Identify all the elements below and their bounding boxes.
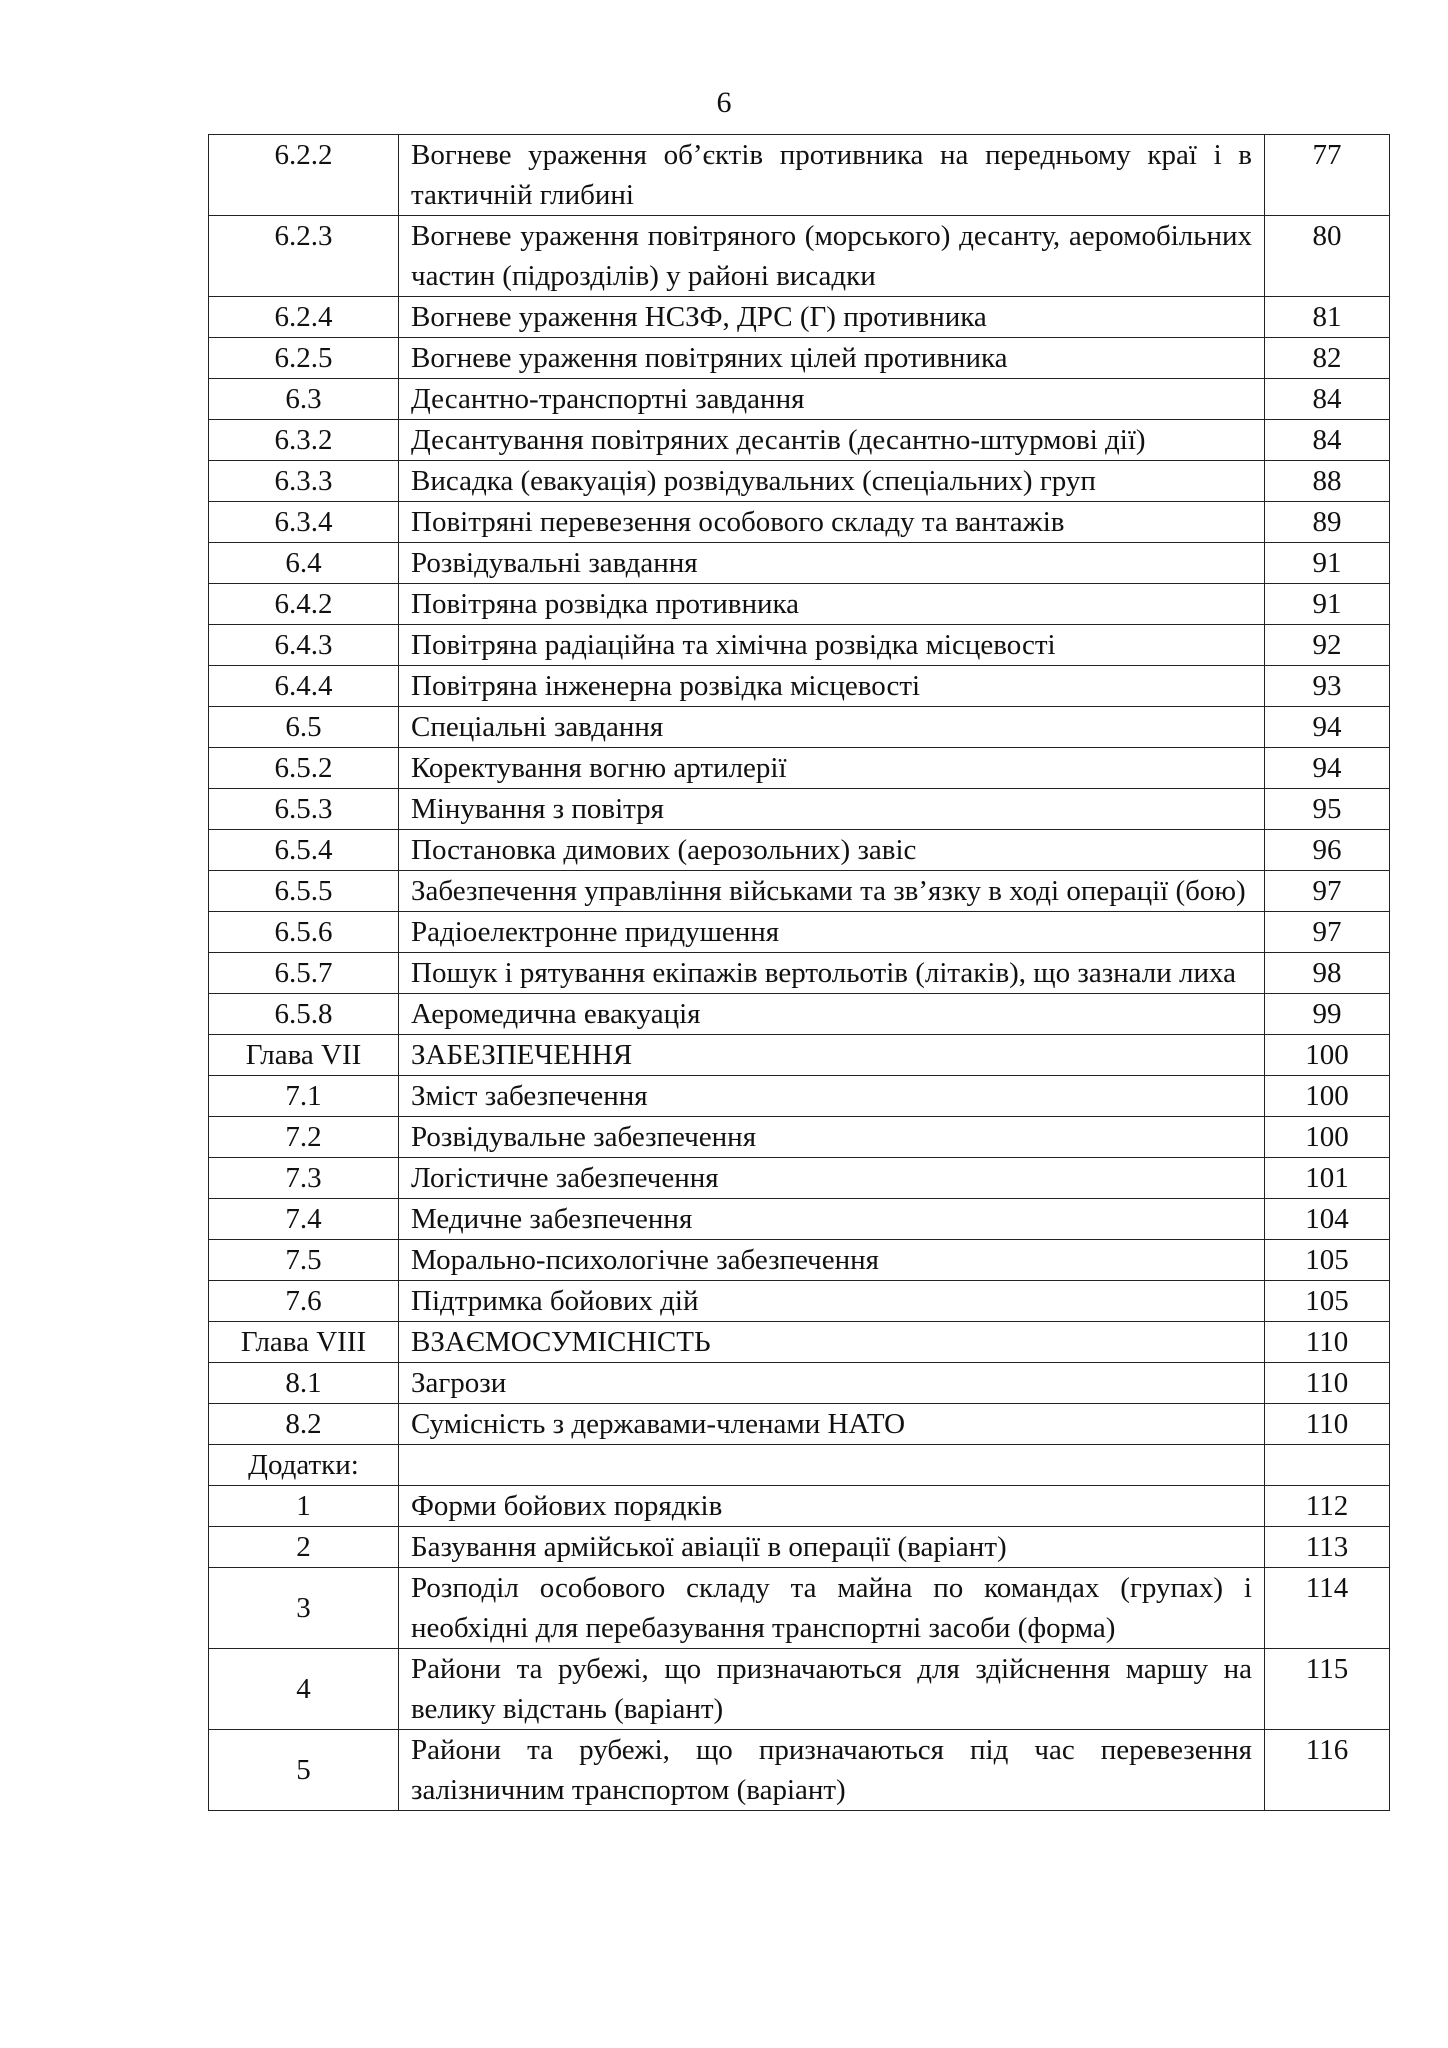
toc-row	[209, 1158, 1390, 1199]
section-number: 6.5.5	[209, 871, 399, 912]
toc-row	[209, 1363, 1390, 1404]
page-ref: 104	[1265, 1199, 1390, 1240]
section-number: 6.4.4	[209, 666, 399, 707]
toc-row	[209, 625, 1390, 666]
appendix-number: 1	[209, 1486, 399, 1527]
section-number: 6.2.4	[209, 297, 399, 338]
appendix-number: 3	[209, 1568, 399, 1649]
section-title: Зміст забезпечення	[399, 1076, 1265, 1117]
appendix-number: 5	[209, 1730, 399, 1811]
page-number: 6	[716, 86, 732, 119]
toc-row	[209, 707, 1390, 748]
section-number: 6.5.3	[209, 789, 399, 830]
toc-row	[209, 297, 1390, 338]
page-ref: 92	[1265, 625, 1390, 666]
toc-row	[209, 1076, 1390, 1117]
toc-row	[209, 1730, 1390, 1811]
page-ref: 112	[1265, 1486, 1390, 1527]
section-title: Повітряні перевезення особового складу та вантажів	[399, 502, 1265, 543]
section-title: Повітряна розвідка противника	[399, 584, 1265, 625]
section-number: 6.5.7	[209, 953, 399, 994]
page-ref: 84	[1265, 420, 1390, 461]
appendix-title: Райони та рубежі, що призначаються під час перевезення залізничним транспортом (варіант)	[399, 1730, 1265, 1811]
section-number: 6.4.2	[209, 584, 399, 625]
section-title	[399, 1445, 1265, 1486]
toc-row	[209, 543, 1390, 584]
page-ref: 114	[1265, 1568, 1390, 1649]
section-title: Десантно-транспортні завдання	[399, 379, 1265, 420]
page-ref	[1265, 1445, 1390, 1486]
section-title: Пошук і рятування екіпажів вертольотів (літаків), що зазнали лиха	[399, 953, 1265, 994]
toc-row	[209, 994, 1390, 1035]
page-ref: 84	[1265, 379, 1390, 420]
toc-row	[209, 502, 1390, 543]
section-title: Десантування повітряних десантів (десантно-штурмові дії)	[399, 420, 1265, 461]
section-title: Постановка димових (аерозольних) завіс	[399, 830, 1265, 871]
page-ref: 110	[1265, 1404, 1390, 1445]
toc-row	[209, 420, 1390, 461]
toc-row	[209, 1568, 1390, 1649]
toc-row	[209, 1322, 1390, 1363]
page-ref: 91	[1265, 584, 1390, 625]
chapter-title: ЗАБЕЗПЕЧЕННЯ	[399, 1035, 1265, 1076]
appendices-heading: Додатки:	[209, 1445, 399, 1486]
section-title: Підтримка бойових дій	[399, 1281, 1265, 1322]
section-number: 7.6	[209, 1281, 399, 1322]
section-number: 6.4.3	[209, 625, 399, 666]
section-number: 6.2.2	[209, 135, 399, 216]
section-title: Вогневе ураження повітряних цілей противника	[399, 338, 1265, 379]
appendix-title: Форми бойових порядків	[399, 1486, 1265, 1527]
section-number: 7.1	[209, 1076, 399, 1117]
toc-row	[209, 379, 1390, 420]
toc-body	[209, 135, 1390, 1811]
section-title: Медичне забезпечення	[399, 1199, 1265, 1240]
toc-row	[209, 748, 1390, 789]
section-number: 6.5.6	[209, 912, 399, 953]
page-ref: 105	[1265, 1240, 1390, 1281]
page-ref: 77	[1265, 135, 1390, 216]
section-title: Повітряна радіаційна та хімічна розвідка місцевості	[399, 625, 1265, 666]
section-number: 6.3.2	[209, 420, 399, 461]
toc-row	[209, 1404, 1390, 1445]
toc-row	[209, 1199, 1390, 1240]
toc-row	[209, 1117, 1390, 1158]
section-title: Розвідувальне забезпечення	[399, 1117, 1265, 1158]
section-title: Вогневе ураження повітряного (морського) десанту, аеромобільних частин (підрозділів) у районі висадки	[399, 216, 1265, 297]
toc-row	[209, 1445, 1390, 1486]
page-ref: 113	[1265, 1527, 1390, 1568]
toc-row	[209, 216, 1390, 297]
page-ref: 80	[1265, 216, 1390, 297]
section-number: 7.2	[209, 1117, 399, 1158]
page-ref: 105	[1265, 1281, 1390, 1322]
toc-row	[209, 666, 1390, 707]
chapter-title: ВЗАЄМОСУМІСНІСТЬ	[399, 1322, 1265, 1363]
section-number: 6.5.2	[209, 748, 399, 789]
page-ref: 95	[1265, 789, 1390, 830]
section-title: Вогневе ураження об’єктів противника на передньому краї і в тактичній глибині	[399, 135, 1265, 216]
toc-row	[209, 135, 1390, 216]
toc-row	[209, 461, 1390, 502]
section-number: 6.2.3	[209, 216, 399, 297]
page-ref: 110	[1265, 1322, 1390, 1363]
section-number: 6.3.4	[209, 502, 399, 543]
section-number: 6.5.8	[209, 994, 399, 1035]
appendix-number: 4	[209, 1649, 399, 1730]
table-of-contents	[208, 134, 1390, 1811]
toc-row	[209, 789, 1390, 830]
section-title: Сумісність з державами-членами НАТО	[399, 1404, 1265, 1445]
page-ref: 89	[1265, 502, 1390, 543]
section-number: 6.3	[209, 379, 399, 420]
section-title: Аеромедична евакуація	[399, 994, 1265, 1035]
toc-row	[209, 1281, 1390, 1322]
section-number: 6.5.4	[209, 830, 399, 871]
section-title: Вогневе ураження НСЗФ, ДРС (Г) противника	[399, 297, 1265, 338]
page-ref: 88	[1265, 461, 1390, 502]
section-number: 8.2	[209, 1404, 399, 1445]
appendix-title: Базування армійської авіації в операції (варіант)	[399, 1527, 1265, 1568]
section-title: Спеціальні завдання	[399, 707, 1265, 748]
appendix-title: Розподіл особового складу та майна по командах (групах) і необхідні для перебазування транспортні засоби (форма)	[399, 1568, 1265, 1649]
page-ref: 94	[1265, 707, 1390, 748]
toc-row	[209, 1035, 1390, 1076]
page-ref: 116	[1265, 1730, 1390, 1811]
section-title: Мінування з повітря	[399, 789, 1265, 830]
page-ref: 98	[1265, 953, 1390, 994]
page-ref: 93	[1265, 666, 1390, 707]
section-number: 7.5	[209, 1240, 399, 1281]
toc-row	[209, 584, 1390, 625]
section-title: Загрози	[399, 1363, 1265, 1404]
section-title: Розвідувальні завдання	[399, 543, 1265, 584]
section-number: 8.1	[209, 1363, 399, 1404]
page-ref: 99	[1265, 994, 1390, 1035]
page-ref: 100	[1265, 1076, 1390, 1117]
page-ref: 82	[1265, 338, 1390, 379]
section-number: 6.2.5	[209, 338, 399, 379]
toc-row	[209, 912, 1390, 953]
toc-row	[209, 830, 1390, 871]
section-title: Морально-психологічне забезпечення	[399, 1240, 1265, 1281]
appendix-title: Райони та рубежі, що призначаються для здійснення маршу на велику відстань (варіант)	[399, 1649, 1265, 1730]
toc-row	[209, 1649, 1390, 1730]
toc-row	[209, 953, 1390, 994]
page-ref: 81	[1265, 297, 1390, 338]
page-ref: 101	[1265, 1158, 1390, 1199]
chapter-number: Глава VIII	[209, 1322, 399, 1363]
section-title: Забезпечення управління військами та зв’язку в ході операції (бою)	[399, 871, 1265, 912]
toc-row	[209, 1240, 1390, 1281]
chapter-number: Глава VII	[209, 1035, 399, 1076]
page-ref: 110	[1265, 1363, 1390, 1404]
toc-row	[209, 871, 1390, 912]
page-ref: 100	[1265, 1035, 1390, 1076]
section-number: 6.3.3	[209, 461, 399, 502]
toc-row	[209, 338, 1390, 379]
page-ref: 97	[1265, 871, 1390, 912]
toc-row	[209, 1486, 1390, 1527]
section-title: Повітряна інженерна розвідка місцевості	[399, 666, 1265, 707]
page-ref: 97	[1265, 912, 1390, 953]
section-title: Радіоелектронне придушення	[399, 912, 1265, 953]
section-title: Коректування вогню артилерії	[399, 748, 1265, 789]
page-ref: 100	[1265, 1117, 1390, 1158]
page-ref: 91	[1265, 543, 1390, 584]
section-title: Висадка (евакуація) розвідувальних (спеціальних) груп	[399, 461, 1265, 502]
page-ref: 96	[1265, 830, 1390, 871]
page-ref: 94	[1265, 748, 1390, 789]
section-number: 6.5	[209, 707, 399, 748]
section-number: 7.3	[209, 1158, 399, 1199]
page-ref: 115	[1265, 1649, 1390, 1730]
section-number: 6.4	[209, 543, 399, 584]
section-number: 7.4	[209, 1199, 399, 1240]
appendix-number: 2	[209, 1527, 399, 1568]
toc-row	[209, 1527, 1390, 1568]
section-title: Логістичне забезпечення	[399, 1158, 1265, 1199]
